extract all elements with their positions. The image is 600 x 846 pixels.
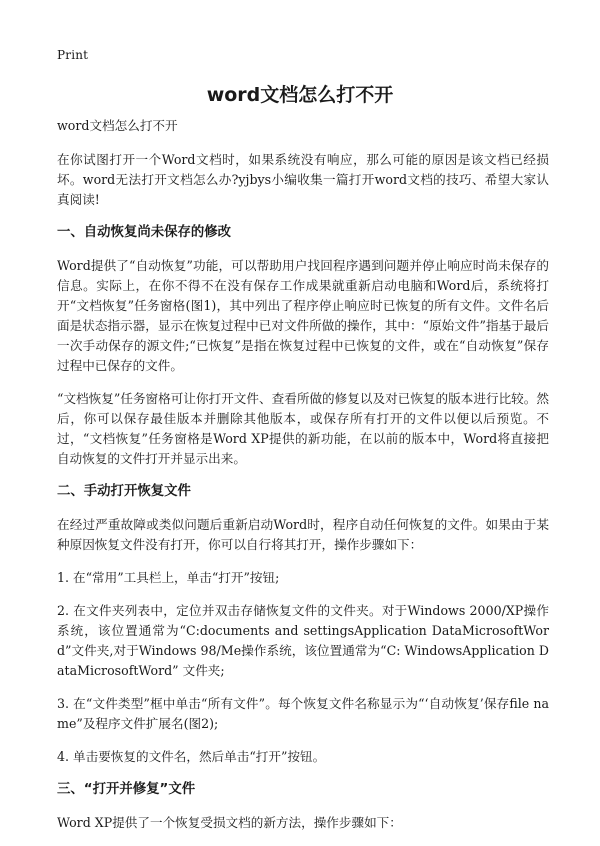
step-1: 1. 在“常用”工具栏上，单击“打开”按钮; <box>57 570 280 585</box>
intro-paragraph: 在你试图打开一个Word文档时，如果系统没有响应，那么可能的原因是该文档已经损坏。word无法打开文档怎么办?yjbys小编收集一篇打开word文档的技巧、希望大家认真阅读! <box>57 152 549 207</box>
section-heading-2: 二、手动打开恢复文件 <box>57 484 191 499</box>
document-subtitle: word文档怎么打不开 <box>57 118 178 133</box>
section-heading-1: 一、自动恢复尚未保存的修改 <box>57 225 232 240</box>
document-title: word文档怎么打不开 <box>206 84 394 106</box>
step-2: 2. 在文件夹列表中，定位并双击存储恢复文件的文件夹。对于Windows 2000/XP操作系统，该位置通常为“C:documents and settingsApplication DataMicrosoftWord”文件夹,对于Windows 98/Me操作系统，该位置通常为“C: WindowsApplication DataMicrosoftWord” 文件夹; <box>57 603 549 678</box>
section3-paragraph-1: Word XP提供了一个恢复受损文档的新方法，操作步骤如下： <box>57 815 402 830</box>
section2-paragraph-1: 在经过严重故障或类似问题后重新启动Word时，程序自动任何恢复的文件。如果由于某种原因恢复文件没有打开，你可以自行将其打开，操作步骤如下： <box>57 517 549 552</box>
section1-paragraph-2: “文档恢复”任务窗格可让你打开文件、查看所做的修复以及对已恢复的版本进行比较。然后，你可以保存最佳版本并删除其他版本，或保存所有打开的文件以便以后预览。不过，“文档恢复”任务窗格是Word XP提供的新功能，在以前的版本中，Word将直接把自动恢复的文件打开并显示出来。 <box>57 391 549 466</box>
section-heading-3: 三、“打开并修复”文件 <box>57 782 196 797</box>
print-label: Print <box>57 48 89 62</box>
step-4: 4. 单击要恢复的文件名，然后单击“打开”按钮。 <box>57 749 326 764</box>
step-3: 3. 在“文件类型”框中单击“所有文件”。每个恢复文件名称显示为“‘自动恢复’保存file name”及程序文件扩展名(图2); <box>57 696 549 731</box>
document-body <box>57 116 549 846</box>
section1-paragraph-1: Word提供了“自动恢复”功能，可以帮助用户找回程序遇到问题并停止响应时尚未保存的信息。实际上，在你不得不在没有保存工作成果就重新启动电脑和Word后，系统将打开“文档恢复”任务窗格(图1)，其中列出了程序停止响应时已恢复的所有文件。文件名后面是状态指示器，显示在恢复过程中已对文件所做的操作，其中：“原始文件”指基于最后一次手动保存的源文件;“已恢复”是指在恢复过程中已恢复的文件，或在“自动恢复”保存过程中已保存的文件。 <box>57 258 549 373</box>
